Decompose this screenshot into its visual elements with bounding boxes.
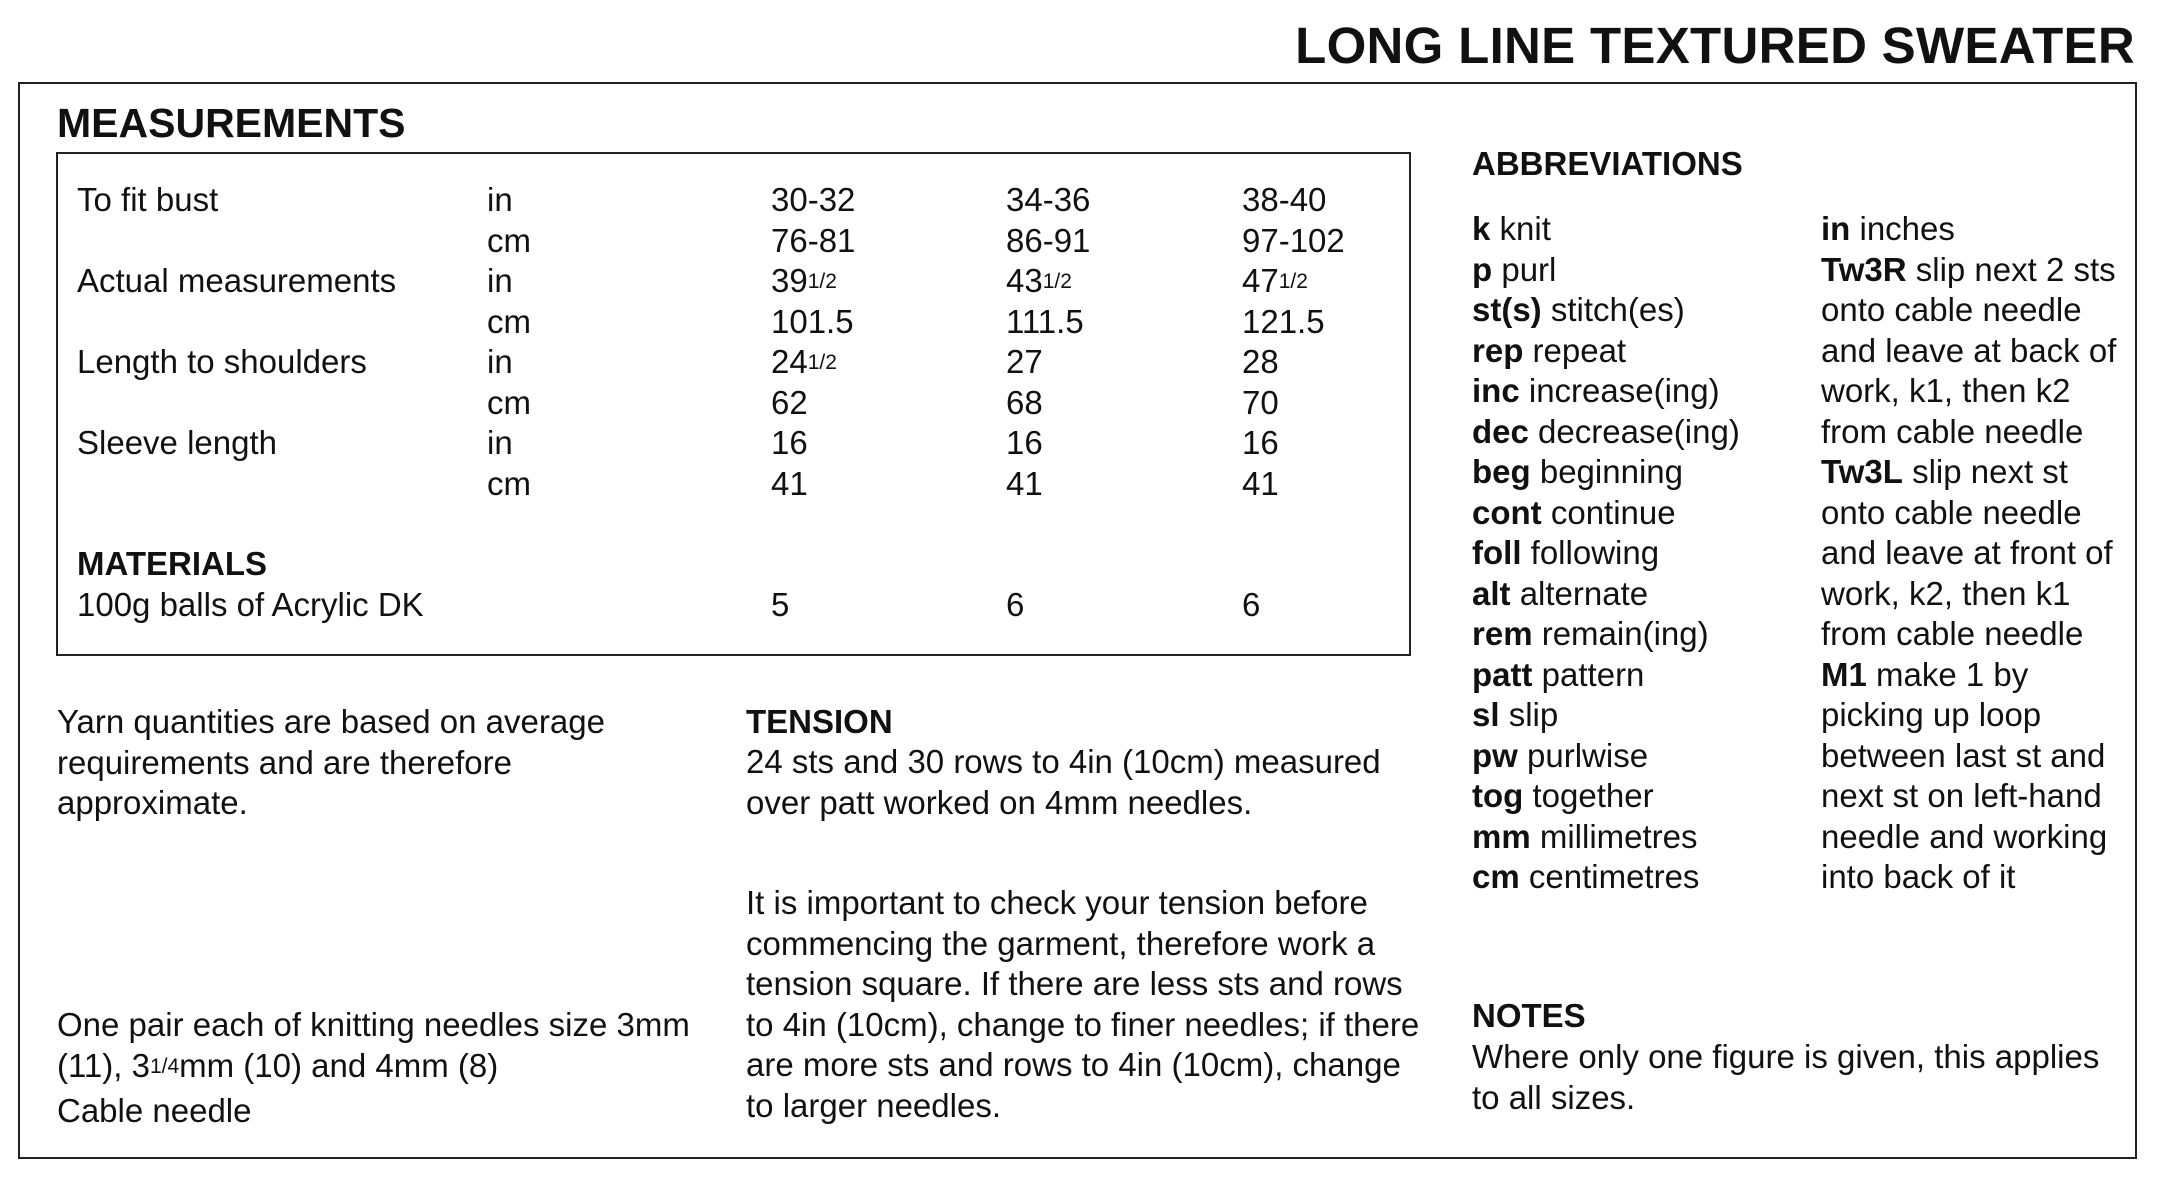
size3-value: 41 <box>1242 464 1279 502</box>
list-item: st(s) stitch(es) <box>1472 291 1685 328</box>
list-item: rep repeat <box>1472 331 1627 369</box>
fraction: 1/2 <box>1042 270 1072 293</box>
size2-value: 68 <box>1006 383 1043 421</box>
size1-value: 391/2 <box>771 262 837 299</box>
size3-value: 97-102 <box>1242 221 1345 259</box>
size3-value: 38-40 <box>1242 181 1327 218</box>
list-item: cont continue <box>1472 493 1676 531</box>
tension-advice: It is important to check your tension before commencing the garment, therefore work a tension square. If there are less sts and rows to 4in (10cm), change to finer needles; if there are more sts and rows to 4in (10cm), change to larger needles. <box>746 884 1420 1124</box>
fraction: 1/2 <box>807 270 837 293</box>
fraction: 1/4 <box>149 1054 180 1078</box>
row-unit: in <box>487 424 513 461</box>
list-item: p purl <box>1472 250 1557 288</box>
tension-text: 24 sts and 30 rows to 4in (10cm) measured over patt worked on 4mm needles. <box>746 743 1381 821</box>
size3-value: 28 <box>1242 343 1279 380</box>
list-item: alt alternate <box>1472 574 1649 612</box>
size2-value: 27 <box>1006 343 1043 380</box>
needles-line: Cable needle <box>57 1092 252 1129</box>
yarn-label: 100g balls of Acrylic DK <box>77 586 424 623</box>
size3-value: 16 <box>1242 424 1279 461</box>
size2-value: 41 <box>1006 464 1043 502</box>
list-item: M1 make 1 by picking up loop between last st and next st on left-hand needle and working into back of it <box>1821 655 2108 895</box>
abbreviations-column-1 <box>1472 209 1740 898</box>
yarn-note: Yarn quantities are based on average requirements and are therefore approximate. <box>57 703 605 821</box>
list-item: Tw3R slip next 2 sts onto cable needle and leave at back of work, k1, then k2 from cable needle <box>1821 250 2117 450</box>
abbreviations-heading: ABBREVIATIONS <box>1472 145 1743 182</box>
size1-value: 30-32 <box>771 181 856 218</box>
list-item: in inches <box>1821 210 1955 247</box>
list-item: patt pattern <box>1472 655 1645 693</box>
size3-balls: 6 <box>1242 586 1261 623</box>
size3-value: 121.5 <box>1242 302 1325 340</box>
size1-balls: 5 <box>771 586 790 623</box>
size2-value: 86-91 <box>1006 221 1091 259</box>
row-label: Actual measurements <box>77 262 397 299</box>
list-item: sl slip <box>1472 696 1559 733</box>
page-title: LONG LINE TEXTURED SWEATER <box>1295 17 2135 74</box>
list-item: k knit <box>1472 210 1551 247</box>
list-item: beg beginning <box>1472 453 1683 490</box>
size2-value: 16 <box>1006 424 1043 461</box>
tension-heading: TENSION <box>746 703 893 740</box>
size1-value: 76-81 <box>771 221 856 259</box>
row-unit: in <box>487 262 513 299</box>
notes-heading: NOTES <box>1472 997 1586 1034</box>
size1-value: 41 <box>771 464 808 502</box>
row-label: To fit bust <box>77 181 219 218</box>
size3-value: 471/2 <box>1242 262 1308 299</box>
list-item: tog together <box>1472 777 1654 814</box>
materials-heading: MATERIALS <box>77 545 268 582</box>
row-unit: cm <box>487 302 531 340</box>
list-item: pw purlwise <box>1472 736 1649 774</box>
size3-value: 70 <box>1242 383 1279 421</box>
list-item: Tw3L slip next st onto cable needle and leave at front of work, k2, then k1 from cable needle <box>1821 453 2113 652</box>
list-item: mm millimetres <box>1472 817 1698 855</box>
size2-balls: 6 <box>1006 586 1025 623</box>
list-item: inc increase(ing) <box>1472 372 1720 409</box>
row-unit: in <box>487 181 513 218</box>
size1-value: 62 <box>771 383 808 421</box>
size1-value: 101.5 <box>771 302 854 340</box>
size2-value: 431/2 <box>1006 262 1072 299</box>
row-unit: cm <box>487 464 531 502</box>
measurements-heading: MEASUREMENTS <box>57 100 406 146</box>
row-unit: cm <box>487 383 531 421</box>
list-item: rem remain(ing) <box>1472 615 1709 652</box>
row-label: Sleeve length <box>77 424 277 461</box>
fraction: 1/2 <box>1278 270 1308 293</box>
list-item: cm centimetres <box>1472 858 1700 895</box>
size2-value: 111.5 <box>1006 302 1084 340</box>
size2-value: 34-36 <box>1006 181 1091 218</box>
notes-text: Where only one figure is given, this applies to all sizes. <box>1472 1038 2100 1116</box>
list-item: foll following <box>1472 534 1660 571</box>
needles-note <box>57 1005 717 1132</box>
fraction: 1/2 <box>807 351 837 374</box>
size1-value: 241/2 <box>771 343 837 380</box>
row-label: Length to shoulders <box>77 343 367 380</box>
row-unit: cm <box>487 221 531 259</box>
materials-row <box>0 585 1420 626</box>
needles-line: One pair each of knitting needles size 3mm <box>57 1006 690 1043</box>
list-item: dec decrease(ing) <box>1472 412 1740 450</box>
abbreviations-column-2 <box>1821 209 2131 898</box>
size1-value: 16 <box>771 424 808 461</box>
row-unit: in <box>487 343 513 380</box>
needles-line: (11), 31/4mm (10) and 4mm (8) <box>57 1046 499 1084</box>
